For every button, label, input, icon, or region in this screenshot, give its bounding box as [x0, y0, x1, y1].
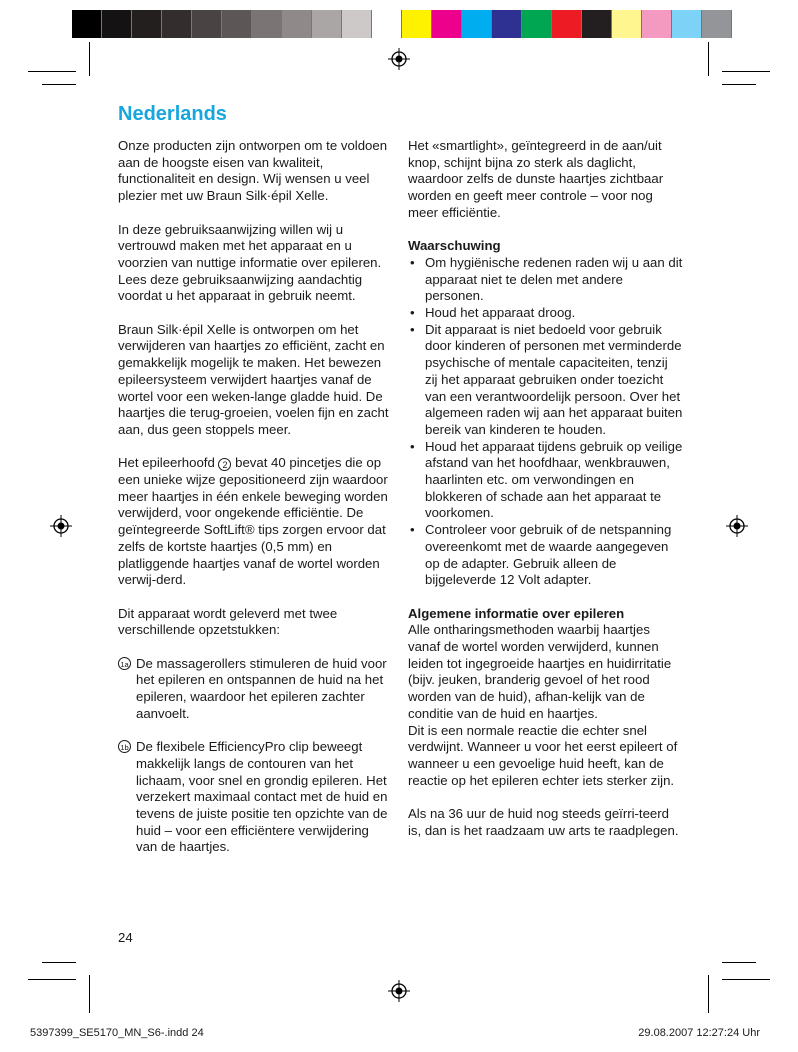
crop-mark — [722, 84, 756, 85]
crop-mark — [28, 979, 76, 980]
part-number-2: 2 — [218, 458, 231, 471]
process-swatch — [582, 10, 612, 38]
page-number: 24 — [118, 930, 133, 945]
epilation-head-text-b: bevat 40 pincetjes die op een unieke wijze gepositioneerd zijn waardoor meer haartjes in één enkele beweging worden verwijderd, voor ongekende efficiëntie. De geïntegreerde SoftLift® tips zorgen ervoor dat zelfs de kortste haartjes (0,5 mm) en platliggende haartjes vanaf de wortel worden verwij-derd. — [118, 455, 388, 588]
crop-mark — [89, 975, 90, 1013]
process-swatch — [642, 10, 672, 38]
warning-list — [408, 255, 683, 589]
crop-mark — [722, 962, 756, 963]
process-swatch — [492, 10, 522, 38]
info-paragraph-3: Als na 36 uur de huid nog steeds geïrri-teerd is, dan is het raadzaam uw arts te raadplegen. — [408, 806, 679, 838]
list-item: • Dit apparaat is niet bedoeld voor gebruik door kinderen of personen met verminderde psychische of mentale capaciteiten, tenzij zij het apparaat gebruiken onder toezicht van een verantwoordelijk persoon. Over het algemeen raden wij aan het apparaat buiten bereik van kinderen te houden. — [408, 322, 683, 439]
registration-mark-icon — [388, 980, 410, 1002]
gray-swatch — [312, 10, 342, 38]
warning-heading: Waarschuwing — [408, 238, 501, 254]
attachment-1a — [118, 656, 393, 723]
smartlight-paragraph: Het «smartlight», geïntegreerd in de aan/uit knop, schijnt bijna zo sterk als daglicht, waardoor zelfs de dunste haartjes zichtbaar worden en geeft meer controle – voor nog meer efficiëntie. — [408, 138, 664, 220]
footer-timestamp: 29.08.2007 12:27:24 Uhr — [638, 1027, 760, 1039]
crop-mark — [722, 979, 770, 980]
gray-swatch — [162, 10, 192, 38]
part-marker-1a: 1a — [118, 657, 131, 670]
list-item: • Controleer voor gebruik of de netspanning overeenkomt met de waarde aangegeven op de adapter. Gebruik alleen de bijgeleverde 12 Volt adapter. — [408, 522, 683, 589]
part-marker-1b: 1b — [118, 740, 131, 753]
registration-mark-icon — [388, 48, 410, 70]
gray-color-bar — [72, 10, 402, 38]
epilation-head-paragraph — [118, 455, 393, 589]
product-paragraph: Braun Silk·épil Xelle is ontworpen om het verwijderen van haartjes zo efficiënt, zacht en gemakkelijk mogelijk te maken. Het bewezen epileersysteem verwijdert haartjes vanaf de wortel voor een weken-lange gladde huid. De haartjes die terug-groeien, voelen fijn en zacht aan, dus geen stoppels meer. — [118, 321, 389, 437]
crop-mark — [42, 84, 76, 85]
attachment-1a-text: De massagerollers stimuleren de huid voor het epileren en ontspannen de huid na het epileren, waardoor het epileren zachter aanvoelt. — [136, 655, 387, 721]
left-column — [118, 138, 393, 873]
gray-swatch — [72, 10, 102, 38]
process-swatch — [702, 10, 732, 38]
process-swatch — [552, 10, 582, 38]
attachment-1b — [118, 739, 393, 856]
registration-mark-icon — [50, 515, 72, 537]
crop-mark — [722, 71, 770, 72]
list-item: • Houd het apparaat tijdens gebruik op veilige afstand van het hoofdhaar, wenkbrauwen, haarlinten etc. om verwondingen en blokkeren of schade aan het apparaat te voorkomen. — [408, 439, 683, 523]
intro-paragraph: Onze producten zijn ontworpen om te voldoen aan de hoogste eisen van kwaliteit, functionaliteit en design. Wij wensen u veel plezier met uw Braun Silk·épil Xelle. — [118, 138, 388, 204]
process-swatch — [402, 10, 432, 38]
crop-mark — [708, 975, 709, 1013]
process-swatch — [612, 10, 642, 38]
right-column — [408, 138, 683, 856]
epilation-head-text-a: Het epileerhoofd — [118, 455, 215, 471]
gray-swatch — [252, 10, 282, 38]
process-color-bar — [402, 10, 732, 38]
process-swatch — [432, 10, 462, 38]
gray-swatch — [192, 10, 222, 38]
crop-mark — [42, 962, 76, 963]
info-paragraph-2: Dit is een normale reactie die echter snel verdwijnt. Wanneer u voor het eerst epileert of wanneer u een gevoelige huid heeft, kan de reactie op het epileren echter iets sterker zijn. — [408, 722, 678, 788]
attachments-paragraph: Dit apparaat wordt geleverd met twee verschillende opzetstukken: — [118, 605, 338, 638]
page-title: Nederlands — [118, 103, 227, 125]
attachment-1b-text: De flexibele EfficiencyPro clip beweegt makkelijk langs de contouren van het lichaam, voor snel en grondig epileren. Het verzekert maximaal contact met de huid en tevens de juiste positie ten opzichte van de huid – voor een efficiëntere verwijdering van de haartjes. — [136, 739, 388, 855]
gray-swatch — [342, 10, 372, 38]
info-paragraph-1: Alle ontharingsmethoden waarbij haartjes vanaf de wortel worden verwijderd, kunnen leiden tot ingegroeide haartjes en huidirritatie (bijv. jeuken, branderig gevoel of het rood worden van de huid), afhan-kelijk van de conditie van de huid en haartjes. — [408, 622, 672, 721]
crop-mark — [28, 71, 76, 72]
process-swatch — [462, 10, 492, 38]
list-item: • Om hygiënische redenen raden wij u aan dit apparaat niet te delen met andere personen. — [408, 255, 683, 305]
registration-mark-icon — [726, 515, 748, 537]
crop-mark — [708, 42, 709, 76]
process-swatch — [672, 10, 702, 38]
list-item: • Houd het apparaat droog. — [408, 305, 683, 322]
footer-filename: 5397399_SE5170_MN_S6-.indd 24 — [30, 1027, 204, 1039]
crop-mark — [89, 42, 90, 76]
gray-swatch — [132, 10, 162, 38]
manual-paragraph: In deze gebruiksaanwijzing willen wij u vertrouwd maken met het apparaat en u voorzien van nuttige informatie over epileren. Lees deze gebruiksaanwijzing aandachtig voordat u het apparaat in gebruik neemt. — [118, 221, 382, 304]
gray-swatch — [222, 10, 252, 38]
gray-swatch — [102, 10, 132, 38]
gray-swatch — [282, 10, 312, 38]
process-swatch — [522, 10, 552, 38]
gray-swatch — [372, 10, 402, 38]
info-heading: Algemene informatie over epileren — [408, 605, 625, 621]
